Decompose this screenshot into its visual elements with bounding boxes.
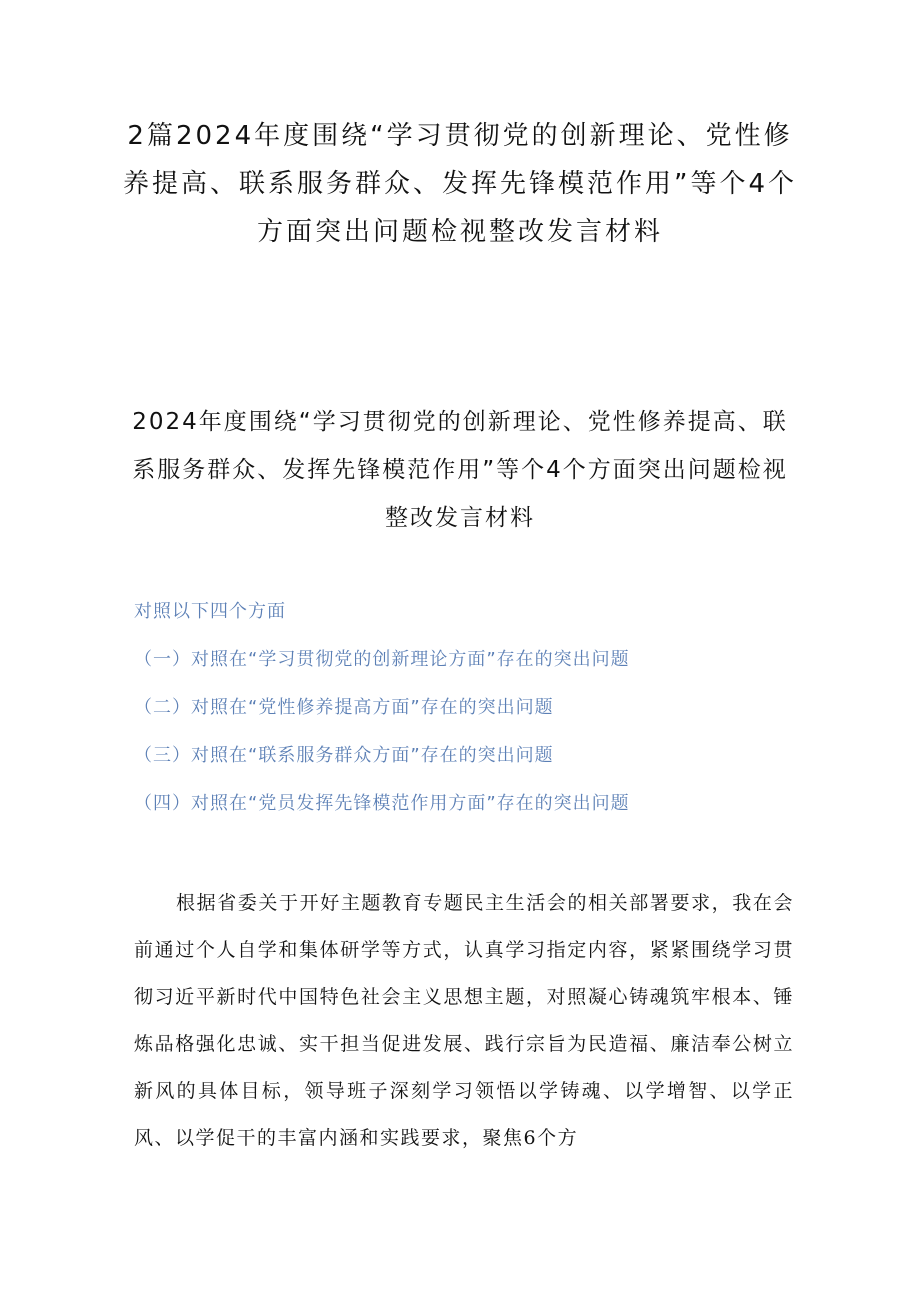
toc-item-1[interactable]: （一）对照在“学习贯彻党的创新理论方面”存在的突出问题 [134,649,630,670]
toc-item-2[interactable]: （二）对照在“党性修养提高方面”存在的突出问题 [134,697,554,718]
main-title: 2篇2024年度围绕“学习贯彻党的创新理论、党性修养提高、联系服务群众、发挥先锋模范作用”等个4个方面突出问题检视整改发言材料 [122,121,797,247]
toc-heading[interactable]: 对照以下四个方面 [134,601,286,622]
toc-item-3[interactable]: （三）对照在“联系服务群众方面”存在的突出问题 [134,745,554,766]
body-paragraph: 根据省委关于开好主题教育专题民主生活会的相关部署要求，我在会前通过个人自学和集体研学等方式，认真学习指定内容，紧紧围绕学习贯彻习近平新时代中国特色社会主义思想主题，对照凝心铸魂筑牢根本、锤炼品格强化忠诚、实干担当促进发展、践行宗旨为民造福、廉洁奉公树立新风的具体目标，领导班子深刻学习领悟以学铸魂、以学增智、以学正风、以学促干的丰富内涵和实践要求，聚焦6个方 [134,892,794,1149]
table-of-contents [134,596,834,836]
toc-item-4[interactable]: （四）对照在“党员发挥先锋模范作用方面”存在的突出问题 [134,793,630,814]
sub-title: 2024年度围绕“学习贯彻党的创新理论、党性修养提高、联系服务群众、发挥先锋模范作用”等个4个方面突出问题检视整改发言材料 [132,409,788,531]
